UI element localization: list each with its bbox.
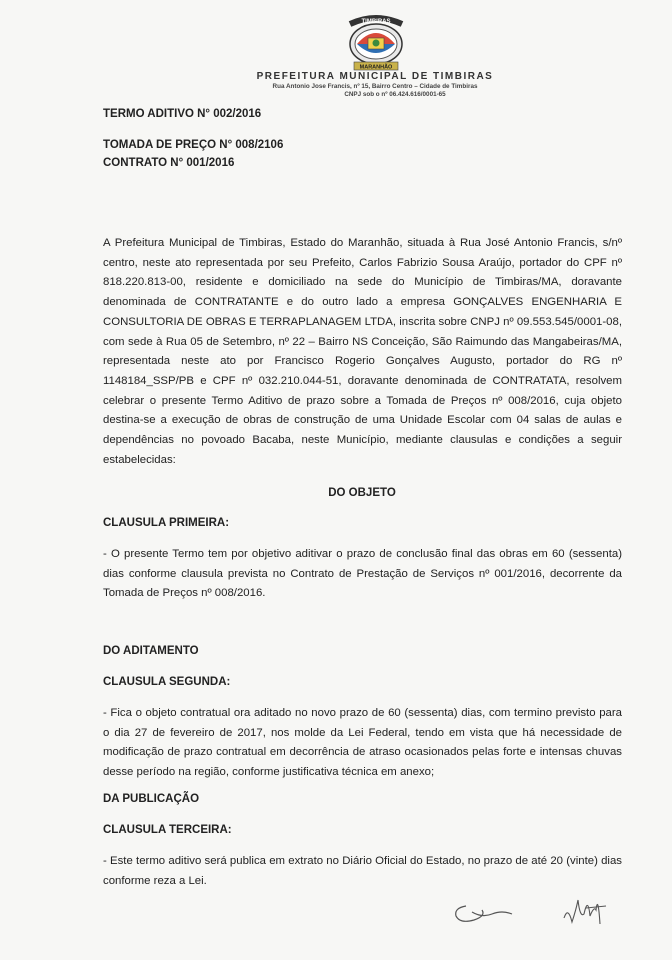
termo-title: TERMO ADITIVO N° 002/2016: [103, 108, 262, 120]
objeto-heading: DO OBJETO: [328, 487, 396, 499]
crest-banner: MARANHÃO: [359, 64, 393, 71]
org-address: Rua Antonio Jose Francis, nº 15, Bairro Centro – Cidade de Timbiras: [272, 83, 478, 90]
crest-label: TIMBIRAS: [361, 19, 391, 25]
clausula-terceira-heading: CLAUSULA TERCEIRA:: [103, 824, 232, 836]
clausula-terceira-text: - Este termo aditivo será publica em extrato no Diário Oficial do Estado, no prazo de até 20 (vinte) dias conforme reza a Lei.: [103, 855, 622, 887]
intro-paragraph: A Prefeitura Municipal de Timbiras, Estado do Maranhão, situada à Rua José Antonio Francis, s/nº centro, neste ato representada por seu Prefeito, Carlos Fabrizio Sousa Araújo, portador do CPF nº 818.220.813-00, residente e domiciliado na sede do Município de Timbiras/MA, doravante denominada de CONTRATANTE e do outro lado a empresa GONÇALVES ENGENHARIA E CONSULTORIA DE OBRAS E TERRAPLANAGEM LTDA, inscrita sobre CNPJ nº 09.553.545/0001-08, com sede à Rua 05 de Setembro, nº 22 – Bairro NS Conceição, São Raimundo das Mangabeiras/MA, representada neste ato por Francisco Rogerio Gonçalves Augusto, portador do RG nº 1148184_SSP/PB e CPF nº 032.210.044-51, doravante denominada de CONTRATATA, resolvem celebrar o presente Termo Aditivo de prazo sobre a Tomada de Preços nº 008/2016, cuja objeto destina-se a execução de obras de construção de uma Unidade Escolar com 04 salas de aulas e dependências no povoado Bacaba, neste Município, mediante clausulas e condições a seguir estabelecidas:: [103, 237, 622, 466]
aditamento-heading: DO ADITAMENTO: [103, 645, 199, 657]
clausula-primeira-text: - O presente Termo tem por objetivo aditivar o prazo de conclusão final das obras em 60 (sessenta) dias conforme clausula prevista no Contrato de Prestação de Serviços nº 001/2016, decorrente da Tomada de Preços nº 008/2016.: [103, 548, 622, 600]
contrato-title: CONTRATO N° 001/2016: [103, 157, 235, 169]
municipal-crest-logo: [340, 14, 412, 76]
org-name: PREFEITURA MUNICIPAL DE TIMBIRAS: [256, 71, 494, 82]
tomada-title: TOMADA DE PREÇO N° 008/2106: [103, 139, 284, 151]
clausula-primeira-heading: CLAUSULA PRIMEIRA:: [103, 517, 230, 529]
publicacao-heading: DA PUBLICAÇÃO: [103, 793, 200, 805]
signature-initials-2: [560, 888, 612, 936]
clausula-segunda-heading: CLAUSULA SEGUNDA:: [103, 676, 231, 688]
org-cnpj: CNPJ sob o nº 06.424.616/0001-65: [344, 91, 446, 98]
clausula-segunda-text: - Fica o objeto contratual ora aditado no novo prazo de 60 (sessenta) dias, com termino previsto para o dia 27 de fevereiro de 2017, nos molde da Lei Federal, tendo em vista que há necessidade de modificação de prazo contratual em decorrência de atraso ocasionados pelas forte e intensas chuvas desse período na região, conforme justificativa técnica em anexo;: [103, 707, 622, 779]
signature-initials-1: [452, 898, 516, 928]
